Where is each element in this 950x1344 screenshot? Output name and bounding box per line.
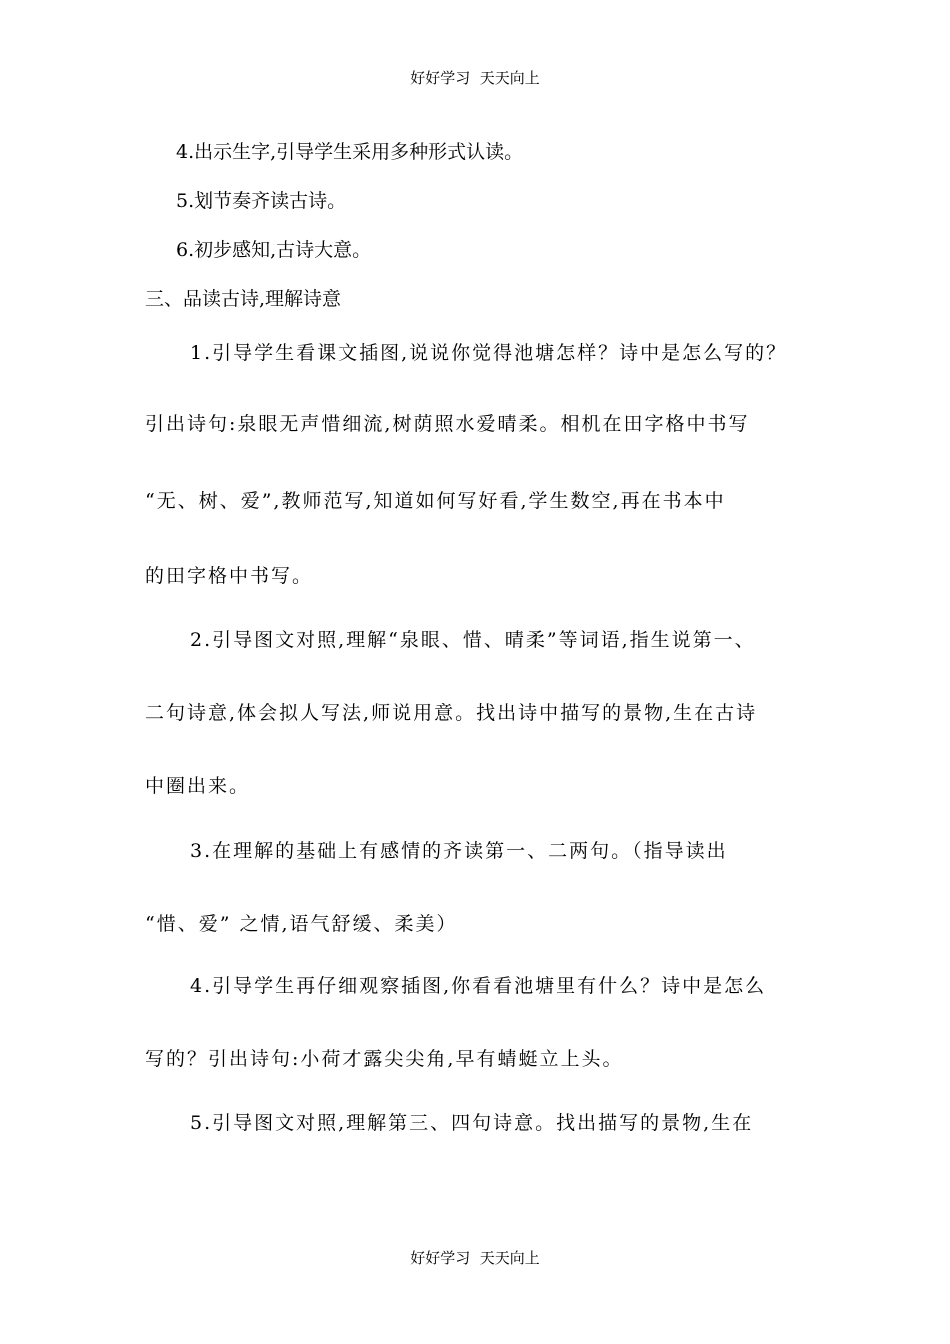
text-line: 写的？引出诗句:小荷才露尖尖角,早有蜻蜓立上头。	[145, 1048, 624, 1070]
text-line: 5.引导图文对照,理解第三、四句诗意。找出描写的景物,生在	[190, 1112, 754, 1134]
page-footer: 好好学习 天天向上	[410, 1249, 540, 1267]
text-line: 4.出示生字,引导学生采用多种形式认读。	[176, 141, 524, 163]
section-heading: 三、品读古诗,理解诗意	[145, 288, 342, 310]
text-line: “无、树、爱”,教师范写,知道如何写好看,学生数空,再在书本中	[145, 490, 726, 512]
text-line: 5.划节奏齐读古诗。	[176, 190, 347, 212]
text-line: “惜、爱” 之情,语气舒缓、柔美）	[145, 913, 458, 935]
text-line: 的田字格中书写。	[145, 565, 314, 587]
text-line: 中圈出来。	[145, 775, 251, 797]
text-line: 2.引导图文对照,理解“泉眼、惜、晴柔”等词语,指生说第一、	[190, 629, 756, 651]
text-line: 二句诗意,体会拟人写法,师说用意。找出诗中描写的景物,生在古诗	[145, 702, 758, 724]
text-line: 引出诗句:泉眼无声惜细流,树荫照水爱晴柔。相机在田字格中书写	[145, 413, 750, 435]
text-line: 6.初步感知,古诗大意。	[176, 239, 372, 261]
text-line: 1.引导学生看课文插图,说说你觉得池塘怎样？诗中是怎么写的？	[190, 342, 788, 364]
text-line: 4.引导学生再仔细观察插图,你看看池塘里有什么？诗中是怎么	[190, 975, 767, 997]
text-line: 3.在理解的基础上有感情的齐读第一、二两句。（指导读出	[190, 840, 728, 862]
page-header: 好好学习 天天向上	[410, 69, 540, 87]
